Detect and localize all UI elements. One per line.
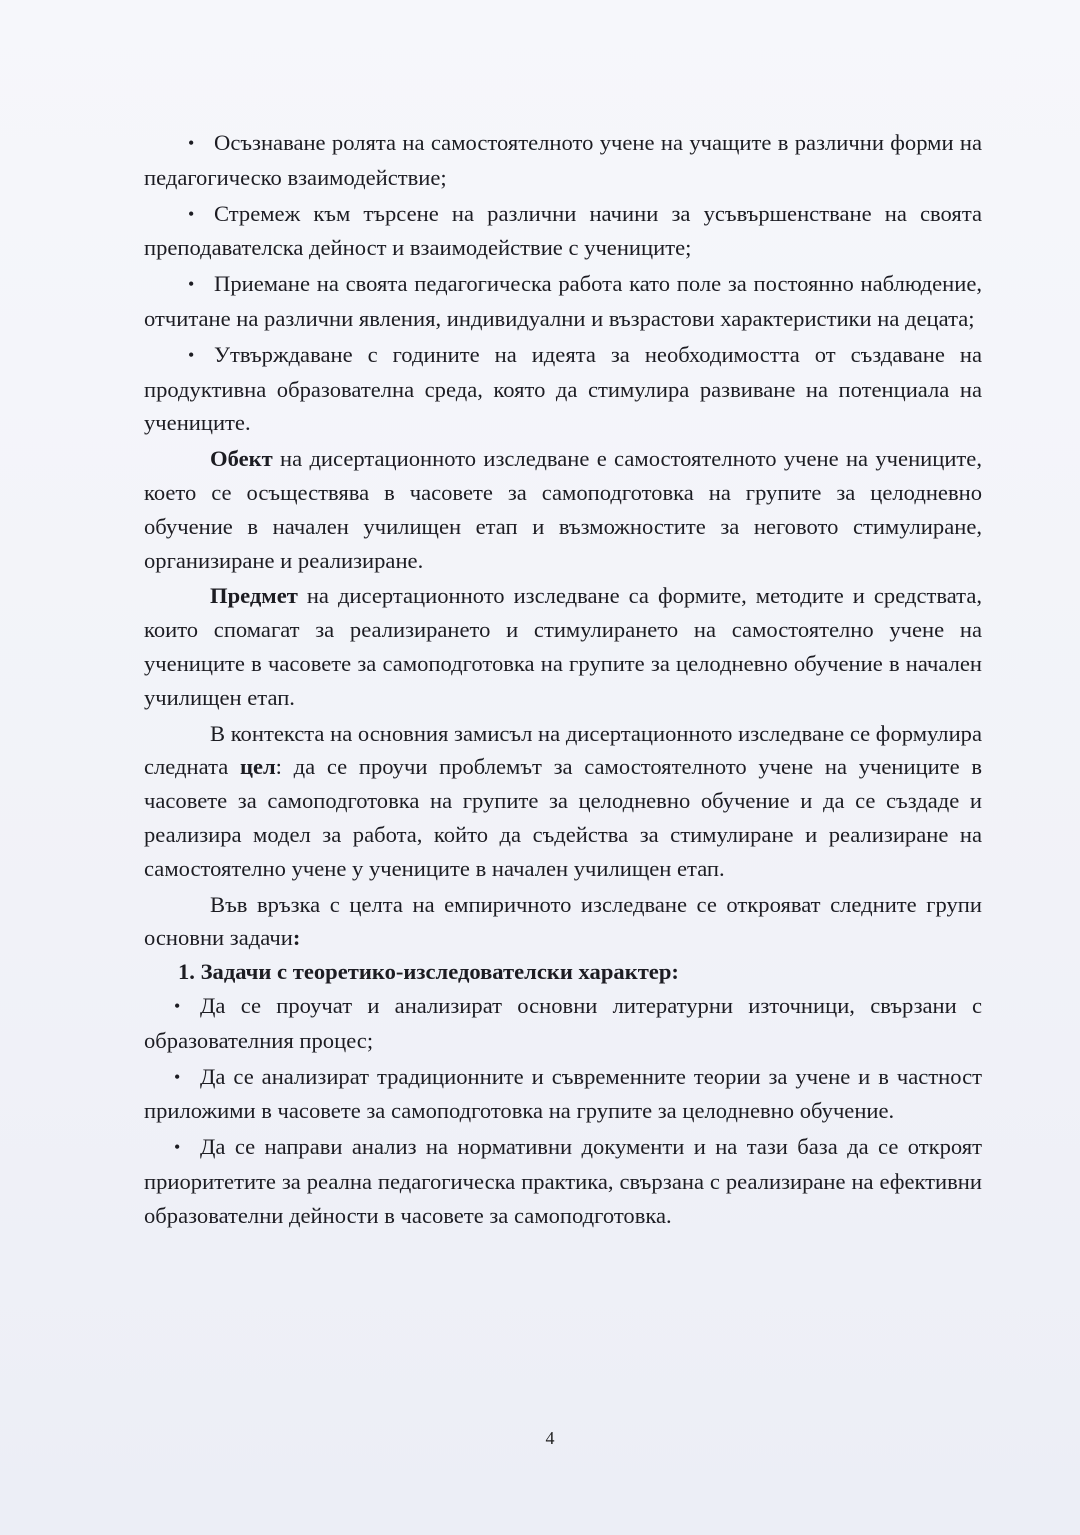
bullet-text: Да се анализират традиционните и съвременните теории за учене и в частност приложими в часовете за самоподготовка на групите за целодневно обучение. — [144, 1063, 982, 1124]
bullet-item — [144, 197, 982, 266]
task-group-heading — [144, 955, 982, 989]
bullet-icon: • — [174, 995, 181, 1016]
tasks-intro-colon: : — [292, 925, 301, 951]
subject-paragraph — [144, 579, 982, 714]
page-number: 4 — [545, 1428, 555, 1448]
object-text: на дисертационното изследване е самостоятелното учене на учениците, което се осъществява в часовете за самоподготовка на групите за целодневно обучение в начален училищен етап и възможностите за неговото стимулиране, организиране и реализиране. — [144, 446, 982, 573]
task-bullet-item — [144, 1130, 982, 1232]
bullet-icon: • — [174, 1137, 181, 1158]
task-group-number: 1. — [178, 959, 195, 985]
bullet-item — [144, 338, 982, 440]
task-group-title: Задачи с теоретико-изследователски характер: — [200, 959, 679, 985]
task-bullet-item — [144, 1060, 982, 1129]
bullet-icon: • — [174, 1066, 181, 1087]
bullet-item — [144, 267, 982, 336]
goal-text-after: : да се проучи проблемът за самостоятелното учене на учениците в часовете за самоподготовка на групите за целодневно обучение и да се създаде и реализира модел за работа, който да съдейства за стимулиране и реализиране на самостоятелно учене у учениците в начален училищен етап. — [144, 754, 983, 881]
bullet-text: Стремеж към търсене на различни начини за усъвършенстване на своята преподавателска дейност и взаимодействие с учениците; — [144, 200, 982, 261]
goal-paragraph — [144, 717, 982, 886]
goal-term: цел — [239, 754, 276, 780]
bullet-icon: • — [188, 203, 195, 224]
subject-text: на дисертационното изследване са формите, методите и средствата, които спомагат за реализирането и стимулирането на самостоятелно учене на учениците в часовете за самоподготовка на групите за целодневно обучение в начален училищен етап. — [144, 583, 982, 710]
bullet-icon: • — [188, 133, 195, 153]
subject-term: Предмет — [210, 583, 298, 609]
bullet-text: Да се проучат и анализират основни литературни източници, свързани с образователния процес; — [144, 992, 982, 1053]
object-paragraph — [144, 442, 982, 577]
bullet-icon: • — [188, 344, 195, 365]
bullet-text: Приемане на своята педагогическа работа като поле за постоянно наблюдение, отчитане на различни явления, индивидуални и възрастови характеристики на децата; — [144, 271, 982, 331]
bullet-text: Да се направи анализ на нормативни документи и на тази база да се откроят приоритетите за реална педагогическа практика, свързана с реализиране на ефективни образователни дейности в часовете за самоподготовка. — [144, 1134, 982, 1228]
task-bullet-item — [144, 989, 982, 1058]
bullet-text: Осъзнаване ролята на самостоятелното учене на учащите в различни форми на педагогическо взаимодействие; — [144, 130, 982, 190]
goal-text-before: В контекста на основния замисъл на дисертационното изследване се формулира следната — [144, 720, 982, 780]
object-term: Обект — [210, 446, 273, 472]
bullet-item — [144, 126, 982, 195]
tasks-intro-paragraph — [144, 888, 982, 956]
tasks-intro-text: Във връзка с целта на емпиричното изследване се открояват следните групи основни задачи — [144, 891, 982, 951]
page-content — [144, 126, 982, 1233]
bullet-icon: • — [188, 274, 195, 295]
bullet-text: Утвърждаване с годините на идеята за необходимостта от създаване на продуктивна образователна среда, която да стимулира развиване на потенциала на учениците. — [144, 341, 982, 436]
